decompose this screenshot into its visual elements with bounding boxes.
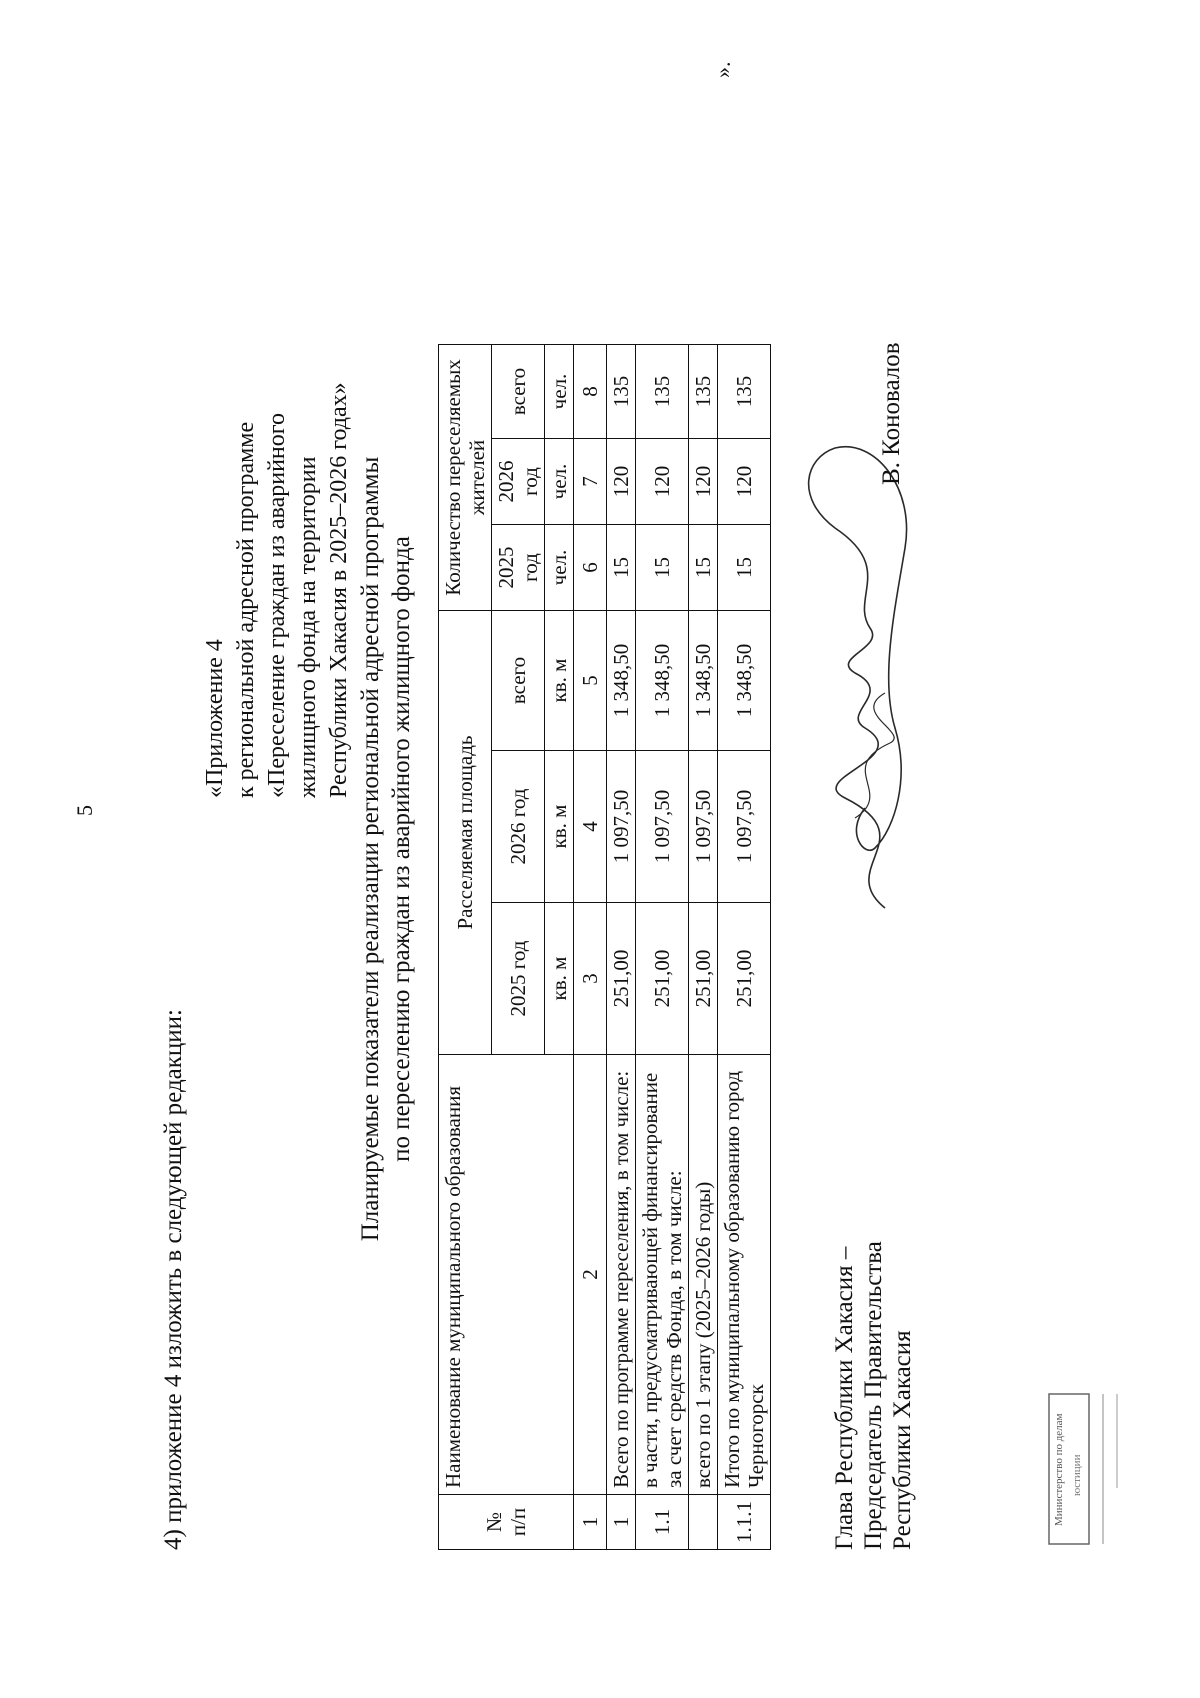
unit-people: чел. [545,345,574,439]
unit-area: кв. м [545,903,574,1055]
column-number: 2 [574,1055,607,1495]
area-2026-value: 1 097,50 [636,751,689,903]
people-2026-value: 120 [718,439,771,525]
column-number: 1 [574,1495,607,1550]
people-2025-value: 15 [689,525,718,611]
row-number: 1 [607,1495,636,1550]
area-2025-value: 251,00 [607,903,636,1055]
people-2026-value: 120 [607,439,636,525]
area-2025-value: 251,00 [718,903,771,1055]
header-area-total: всего [492,611,545,751]
signatory-title [830,1241,917,1550]
unit-people: чел. [545,525,574,611]
area-total-value: 1 348,50 [718,611,771,751]
signatory-title-line: Председатель Правительства [860,1241,887,1550]
stamp-text: юстиции [1071,1454,1083,1496]
table-row [689,345,718,1550]
registration-stamp [1045,1383,1155,1548]
intro-line: 4) приложение 4 изложить в следующей редакции: [160,1009,187,1550]
page-number: 5 [72,805,97,816]
column-number: 6 [574,525,607,611]
appendix-header [200,382,355,798]
appendix-header-line: Республики Хакасия в 2025–2026 годах» [326,382,352,798]
table-row [607,345,636,1550]
appendix-header-line: «Переселение граждан из аварийного [264,412,290,798]
signatory-title-line: Глава Республики Хакасия – [831,1246,858,1550]
people-total-value: 135 [607,345,636,439]
column-number: 5 [574,611,607,751]
header-area-2026: 2026 год [492,751,545,903]
table-row [718,345,771,1550]
header-residents-2026: 2026 год [492,439,545,525]
table-title [355,0,417,1698]
unit-people: чел. [545,439,574,525]
header-residents-total: всего [492,345,545,439]
table-row [636,345,689,1550]
people-total-value: 135 [689,345,718,439]
column-number: 7 [574,439,607,525]
closing-quote: ». [710,61,735,78]
unit-area: кв. м [545,611,574,751]
appendix-header-line: жилищного фонда на территории [295,456,321,798]
people-2025-value: 15 [607,525,636,611]
signer-name: В. Коновалов [878,342,905,485]
header-area-group: Расселяемая площадь [439,611,492,1055]
appendix-header-line: к региональной адресной программе [233,421,259,798]
handwritten-signature [775,428,955,928]
area-total-value: 1 348,50 [636,611,689,751]
unit-area: кв. м [545,751,574,903]
row-name: всего по 1 этапу (2025–2026 годы) [689,1055,718,1495]
signatory-title-line: Республики Хакасия [889,1330,916,1550]
area-2025-value: 251,00 [689,903,718,1055]
indicators-table [438,344,771,1550]
people-2026-value: 120 [636,439,689,525]
area-2026-value: 1 097,50 [689,751,718,903]
table-title-line: Планируемые показатели реализации региональной адресной программы [357,456,384,1242]
people-2025-value: 15 [636,525,689,611]
row-name: Всего по программе переселения, в том числе: [607,1055,636,1495]
area-total-value: 1 348,50 [607,611,636,751]
column-number: 8 [574,345,607,439]
column-number: 3 [574,903,607,1055]
people-2026-value: 120 [689,439,718,525]
row-name: в части, предусматривающей финансирование за счет средств Фонда, в том числе: [636,1055,689,1495]
area-2025-value: 251,00 [636,903,689,1055]
area-2026-value: 1 097,50 [718,751,771,903]
column-number: 4 [574,751,607,903]
row-number [689,1495,718,1550]
header-number: № п/п [439,1495,574,1550]
area-2026-value: 1 097,50 [607,751,636,903]
people-total-value: 135 [636,345,689,439]
appendix-header-line: «Приложение 4 [202,639,228,798]
row-number: 1.1 [636,1495,689,1550]
row-name: Итого по муниципальному образованию город Черногорск [718,1055,771,1495]
people-total-value: 135 [718,345,771,439]
people-2025-value: 15 [718,525,771,611]
table-title-line: по переселению граждан из аварийного жилищного фонда [388,536,415,1162]
header-residents-group: Количество переселяемых жителей [439,345,492,611]
header-area-2025: 2025 год [492,903,545,1055]
stamp-text: Министерство по делам [1053,1413,1065,1526]
header-municipality-name: Наименование муниципального образования [439,1055,574,1495]
row-number: 1.1.1 [718,1495,771,1550]
area-total-value: 1 348,50 [689,611,718,751]
header-residents-2025: 2025 год [492,525,545,611]
